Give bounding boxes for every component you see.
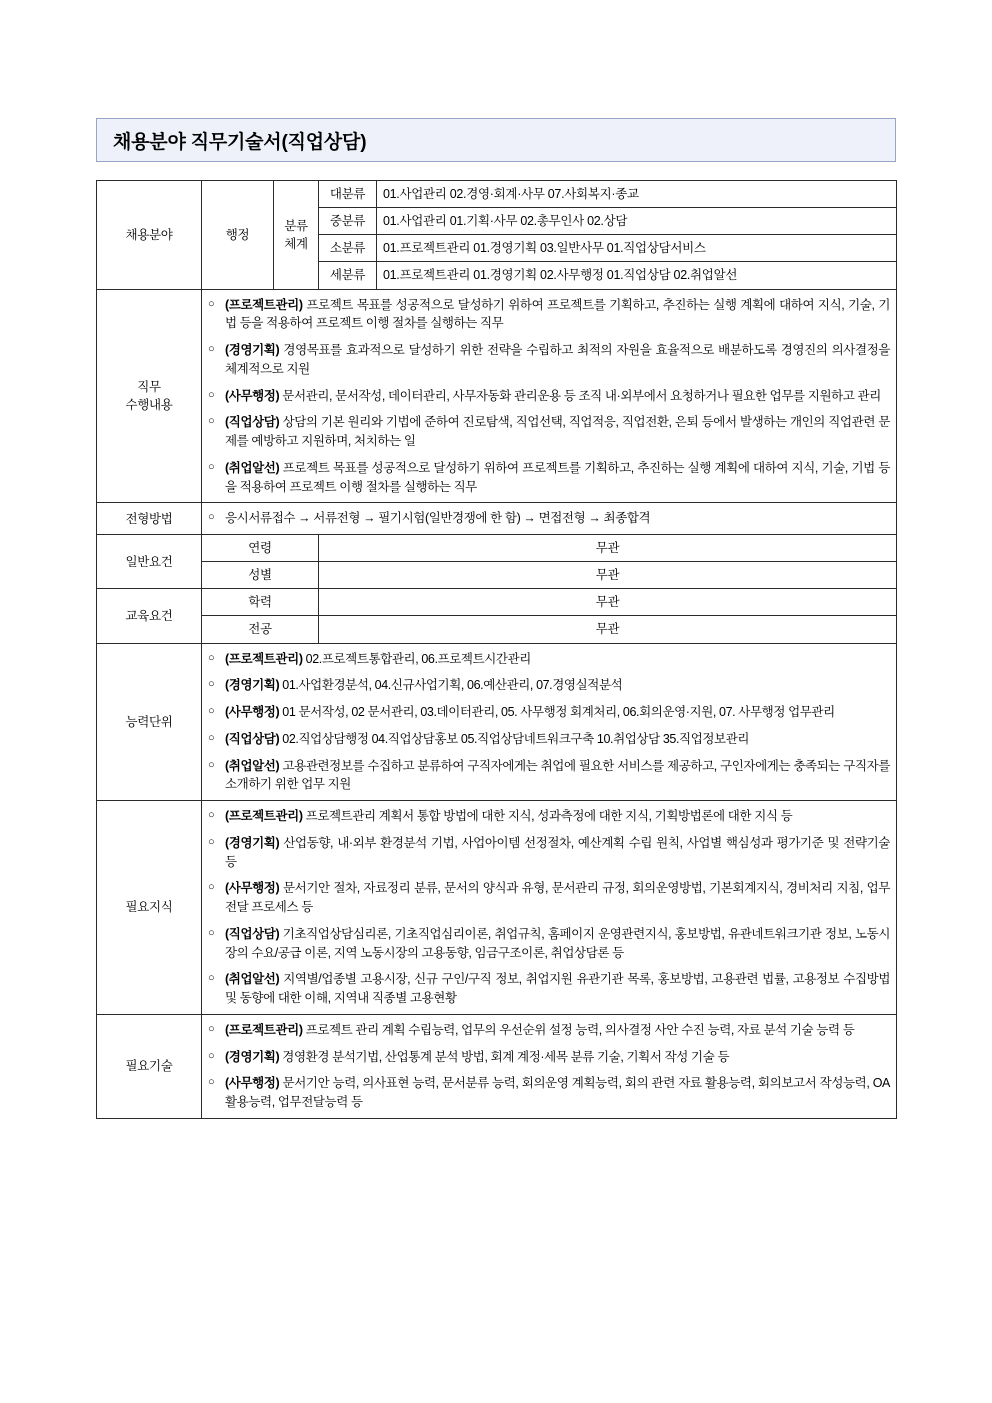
knowledge-list xyxy=(208,805,890,1010)
classification-header-detail: 세분류 xyxy=(319,262,377,289)
skills-content xyxy=(202,1014,897,1118)
list-item xyxy=(208,1074,890,1112)
list-item: ○ 응시서류접수 → 서류전형 → 필기시험(일반경쟁에 한 함) → 면접전형 → 최종합격 xyxy=(208,509,890,528)
list-item xyxy=(208,387,890,406)
list-item xyxy=(208,757,890,795)
table-row xyxy=(97,503,897,535)
general-req-item-gender: 성별 xyxy=(202,562,319,589)
duties-text: 문서관리, 문서작성, 데이터관리, 사무자동화 관리운용 등 조직 내·외부에서 요청하거나 필요한 업무를 지원하고 관리 xyxy=(279,388,881,403)
list-item xyxy=(208,413,890,451)
table-row xyxy=(97,801,897,1015)
duties-label-line2: 수행내용 xyxy=(125,397,173,412)
knowledge-tag: (사무행정) xyxy=(225,881,280,896)
competency-tag: (프로젝트관리) xyxy=(225,651,303,666)
list-item xyxy=(208,730,890,749)
duties-text: 프로젝트 목표를 성공적으로 달성하기 위하여 프로젝트를 기획하고, 추진하는 실행 계획에 대하여 지식, 기술, 기법 등을 적용하여 프로젝트 이행 절차를 실행하는 직무 xyxy=(225,297,890,331)
list-item xyxy=(208,676,890,695)
competency-text: 02.프로젝트통합관리, 06.프로젝트시간관리 xyxy=(302,651,531,666)
table-row xyxy=(97,643,897,801)
duties-tag: (직업상담) xyxy=(225,415,280,430)
knowledge-text: 산업동향, 내·외부 환경분석 기법, 사업아이템 선정절차, 예산계획 수립 원칙, 사업별 핵심성과 평가기준 및 전략기술 등 xyxy=(225,835,890,869)
duties-content xyxy=(202,289,897,503)
list-item xyxy=(208,341,890,379)
row-label-education-requirements: 교육요건 xyxy=(97,589,202,643)
list-item xyxy=(208,459,890,497)
duties-tag: (사무행정) xyxy=(225,388,280,403)
row-label-general-requirements: 일반요건 xyxy=(97,535,202,589)
table-row xyxy=(97,289,897,503)
competency-text: 고용관련정보를 수집하고 분류하여 구직자에게는 취업에 필요한 서비스를 제공하고, 구인자에게는 충족되는 구직자를 소개하기 위한 업무 지원 xyxy=(225,758,890,792)
competency-text: 02.직업상담행정 04.직업상담홍보 05.직업상담네트워크구축 10.취업상담 35.직업정보관리 xyxy=(279,731,750,746)
list-item xyxy=(208,879,890,917)
skills-tag: (경영기획) xyxy=(225,1049,280,1064)
selection-content xyxy=(202,503,897,535)
knowledge-tag: (프로젝트관리) xyxy=(225,809,303,823)
table-row xyxy=(97,562,897,589)
duties-tag: (경영기획) xyxy=(225,343,280,357)
row-label-skills: 필요기술 xyxy=(97,1014,202,1118)
selection-list xyxy=(208,507,890,530)
list-item xyxy=(208,1048,890,1067)
knowledge-text: 기초직업상담심리론, 기초직업심리이론, 취업규칙, 홈페이지 운영관련지식, 홍보방법, 유관네트워크기관 정보, 노동시장의 수요/공급 이론, 지역 노동시장의 고용동향, 임금구조이론, 취업상담론 등 xyxy=(225,926,890,960)
row-label-field: 채용분야 xyxy=(97,181,202,290)
general-req-value-gender: 무관 xyxy=(319,562,897,589)
knowledge-content xyxy=(202,801,897,1015)
skills-text: 경영환경 분석기법, 산업통계 분석 방법, 회계 계정·세목 분류 기술, 기획서 작성 기술 등 xyxy=(279,1049,730,1064)
row-label-knowledge: 필요지식 xyxy=(97,801,202,1015)
list-item xyxy=(208,296,890,334)
education-req-value-major: 무관 xyxy=(319,616,897,643)
competency-text: 01 문서작성, 02 문서관리, 03.데이터관리, 05. 사무행정 회계처리, 06.회의운영·지원, 07. 사무행정 업무관리 xyxy=(279,705,835,719)
skills-tag: (사무행정) xyxy=(225,1076,280,1091)
field-value: 행정 xyxy=(202,181,274,290)
duties-text: 경영목표를 효과적으로 달성하기 위한 전략을 수립하고 최적의 자원을 효율적으로 배분하도록 경영진의 의사결정을 체계적으로 지원 xyxy=(225,343,890,376)
list-item xyxy=(208,834,890,872)
duties-list xyxy=(208,294,890,499)
competency-tag: (취업알선) xyxy=(225,758,280,773)
row-label-duties xyxy=(97,289,202,503)
skills-list xyxy=(208,1019,890,1114)
knowledge-text: 문서기안 절차, 자료정리 분류, 문서의 양식과 유형, 문서관리 규정, 회의운영방법, 기본회계지식, 경비처리 지침, 업무전달 프로세스 등 xyxy=(225,881,890,914)
education-req-value-degree: 무관 xyxy=(319,589,897,616)
table-row xyxy=(97,1014,897,1118)
classification-value-minor: 01.프로젝트관리 01.경영기획 03.일반사무 01.직업상담서비스 xyxy=(377,235,897,262)
table-row xyxy=(97,616,897,643)
competency-content xyxy=(202,643,897,801)
classification-value-major: 01.사업관리 02.경영·회계·사무 07.사회복지·종교 xyxy=(377,181,897,208)
knowledge-tag: (취업알선) xyxy=(225,972,280,987)
classification-header-major: 대분류 xyxy=(319,181,377,208)
table-row xyxy=(97,535,897,562)
row-label-selection: 전형방법 xyxy=(97,503,202,535)
knowledge-tag: (직업상담) xyxy=(225,926,280,941)
competency-tag: (직업상담) xyxy=(225,731,280,746)
classification-value-middle: 01.사업관리 01.기획·사무 02.총무인사 02.상담 xyxy=(377,208,897,235)
list-item xyxy=(208,925,890,963)
duties-text: 상담의 기본 원리와 기법에 준하여 진로탐색, 직업선택, 직업적응, 직업전환, 은퇴 등에서 발생하는 개인의 직업관련 문제를 예방하고 지원하며, 처치하는 일 xyxy=(225,415,890,448)
skills-tag: (프로젝트관리) xyxy=(225,1022,303,1037)
list-item xyxy=(208,807,890,826)
general-req-item-age: 연령 xyxy=(202,535,319,562)
job-description-table xyxy=(96,180,897,1119)
row-label-competency: 능력단위 xyxy=(97,643,202,801)
competency-tag: (경영기획) xyxy=(225,678,280,693)
competency-list xyxy=(208,648,890,797)
skills-text: 프로젝트 관리 계획 수립능력, 업무의 우선순위 설정 능력, 의사결정 사안 수진 능력, 자료 분석 기술 능력 등 xyxy=(302,1022,855,1037)
classification-label-line2: 체계 xyxy=(284,236,308,251)
classification-label-line1: 분류 xyxy=(284,218,308,233)
row-label-classification xyxy=(274,181,319,290)
knowledge-text: 지역별/업종별 고용시장, 신규 구인/구직 정보, 취업지원 유관기관 목록, 홍보방법, 고용관련 법률, 고용정보 수집방법 및 동향에 대한 이해, 지역내 직종별 고용현황 xyxy=(225,972,890,1005)
classification-header-middle: 중분류 xyxy=(319,208,377,235)
classification-header-minor: 소분류 xyxy=(319,235,377,262)
knowledge-tag: (경영기획) xyxy=(225,835,280,850)
table-row xyxy=(97,181,897,208)
list-item xyxy=(208,970,890,1008)
duties-tag: (프로젝트관리) xyxy=(225,297,303,312)
general-req-value-age: 무관 xyxy=(319,535,897,562)
competency-tag: (사무행정) xyxy=(225,705,280,719)
page-title: 채용분야 직무기술서(직업상담) xyxy=(96,118,896,162)
duties-tag: (취업알선) xyxy=(225,460,280,475)
competency-text: 01.사업환경분석, 04.신규사업기획, 06.예산관리, 07.경영실적분석 xyxy=(279,678,623,693)
duties-label-line1: 직무 xyxy=(137,379,161,394)
list-item xyxy=(208,650,890,669)
table-row xyxy=(97,589,897,616)
classification-value-detail: 01.프로젝트관리 01.경영기획 02.사무행정 01.직업상담 02.취업알선 xyxy=(377,262,897,289)
education-req-item-degree: 학력 xyxy=(202,589,319,616)
duties-text: 프로젝트 목표를 성공적으로 달성하기 위하여 프로젝트를 기획하고, 추진하는 실행 계획에 대하여 지식, 기술, 기법 등을 적용하여 프로젝트 이행 절차를 실행하는 직무 xyxy=(225,460,890,494)
skills-text: 문서기안 능력, 의사표현 능력, 문서분류 능력, 회의운영 계획능력, 회의 관련 자료 활용능력, 회의보고서 작성능력, OA활용능력, 업무전달능력 등 xyxy=(225,1076,890,1109)
list-item xyxy=(208,1021,890,1040)
education-req-item-major: 전공 xyxy=(202,616,319,643)
list-item xyxy=(208,703,890,722)
knowledge-text: 프로젝트관리 계획서 통합 방법에 대한 지식, 성과측정에 대한 지식, 기획방법론에 대한 지식 등 xyxy=(302,809,793,823)
